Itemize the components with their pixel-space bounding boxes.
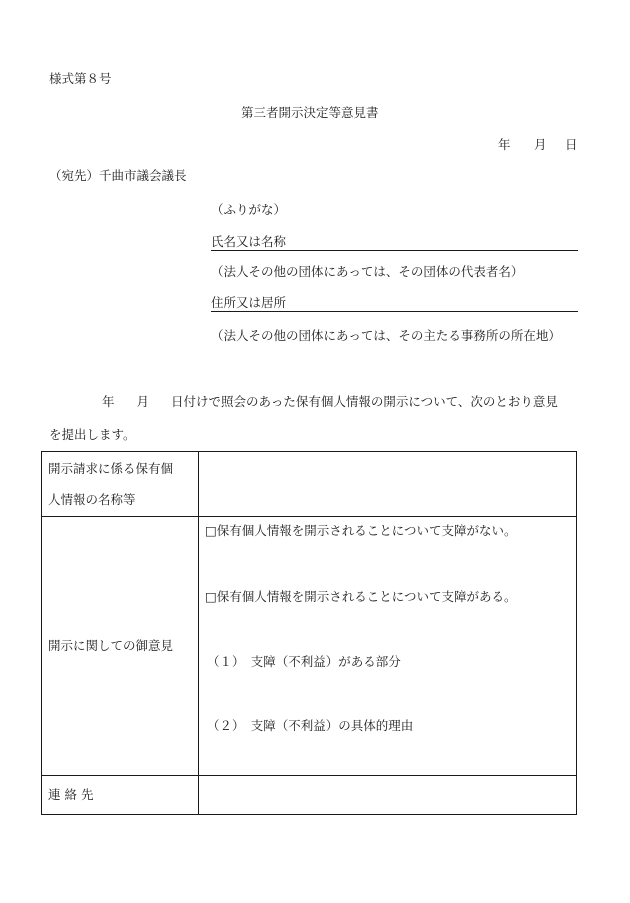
table-row: [42, 452, 577, 517]
body-line1-rest: 日付けで照会のあった保有個人情報の開示について、次のとおり意見: [171, 394, 558, 409]
row1-value-cell[interactable]: [199, 452, 577, 517]
address-note: （法人その他の団体にあっては、その主たる事務所の所在地）: [211, 328, 561, 343]
furigana-label: （ふりがな）: [211, 202, 287, 217]
date-year-label: 年: [498, 137, 511, 152]
row2-label: 開示に関しての御意見: [48, 638, 174, 653]
row1-label-line1: 開示請求に係る保有個: [48, 461, 174, 476]
body-month: 月: [136, 394, 150, 409]
row3-label: 連 絡 先: [48, 787, 94, 802]
name-label: 氏名又は名称: [211, 234, 287, 249]
table-row: [42, 776, 577, 815]
table-row: [42, 517, 577, 776]
address-label: 住所又は居所: [211, 295, 287, 310]
name-note: （法人その他の団体にあっては、その団体の代表者名）: [211, 264, 524, 279]
row3-label-cell: [42, 776, 199, 815]
option-issue-checkbox[interactable]: □保有個人情報を開示されることについて支障がある。: [205, 589, 517, 604]
opinion-table: [41, 451, 577, 815]
option-no-issue-checkbox[interactable]: □保有個人情報を開示されることについて支障がない。: [205, 523, 517, 538]
date-day-label: 日: [565, 137, 578, 152]
row1-label-line2: 人情報の名称等: [48, 492, 136, 507]
item1-label: （１） 支障（不利益）がある部分: [207, 654, 401, 669]
row1-label-cell: [42, 452, 199, 517]
row3-value-cell[interactable]: [199, 776, 577, 815]
date-month-label: 月: [534, 137, 547, 152]
addressee: （宛先）千曲市議会議長: [49, 168, 187, 183]
item2-label: （２） 支障（不利益）の具体的理由: [207, 718, 414, 733]
body-year: 年: [102, 394, 115, 409]
body-line-1: [102, 396, 558, 409]
name-field[interactable]: [211, 236, 578, 251]
form-number: 様式第８号: [49, 71, 112, 86]
row2-label-cell: [42, 517, 199, 776]
body-line-2: を提出します。: [49, 427, 136, 442]
document-title: 第三者開示決定等意見書: [241, 105, 379, 120]
address-field[interactable]: [211, 297, 578, 312]
row2-value-cell: [199, 517, 577, 776]
